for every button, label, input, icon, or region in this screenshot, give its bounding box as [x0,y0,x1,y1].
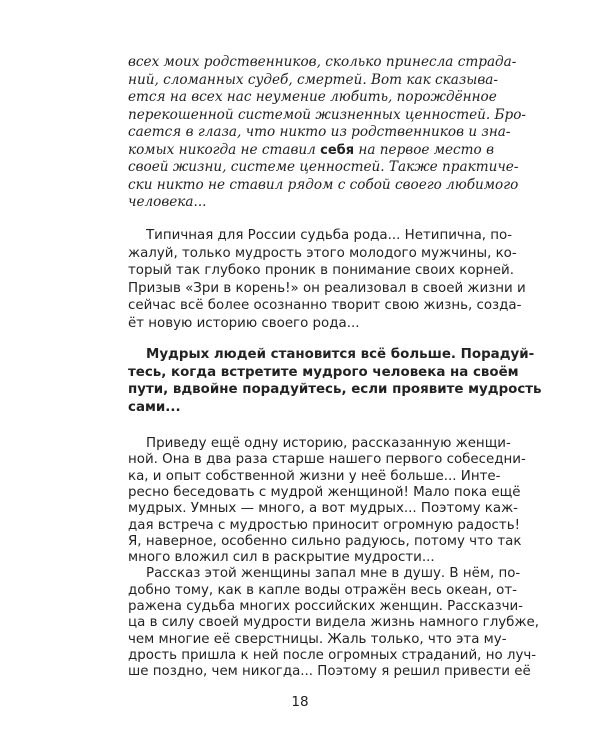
text-line: ца в силу своей мудрости видела жизнь намного глубже, [128,615,540,631]
text-line: чем многие её сверстницы. Жаль только, что эта му- [128,631,507,647]
text-line: ражена судьба многих российских женщин. Рассказчи- [128,599,524,614]
text-line: ресно беседовать с мудрой женщиной! Мало пока ещё [128,484,521,500]
text-line: ше поздно, чем никогда... Поэтому я решил привести её [128,664,531,680]
text-line: своей жизни, системе ценностей. Также практиче- [128,159,519,175]
text-line: сами... [128,399,181,415]
text-line: сейчас всё более осознанно творит свою жизнь, созда- [128,298,522,313]
text-line: ний, сломанных судеб, смертей. Вот как сказыва- [128,71,498,88]
emphasis-text: себя [320,142,355,158]
text-line [128,141,494,159]
text-line: ной. Она в два раза старше нашего первого собеседни- [128,452,526,468]
text-segment: на первое место в [354,141,494,158]
text-line: жалуй, только мудрость этого молодого мужчины, ко- [128,245,517,261]
text-line: ёт новую историю своего рода... [128,315,360,331]
text-line: ка, и опыт собственной жизни у неё больше... Инте- [128,468,501,484]
text-line: торый так глубоко проник в понимание своих корней. [128,263,515,278]
text-line: ется на всех нас неумение любить, порождённое [128,89,497,105]
text-line: тесь, когда встретите мудрого человека на своём [128,364,519,380]
text-line: пути, вдвойне порадуйтесь, если проявите мудрость [128,382,542,397]
text-line: дая встреча с мудростью приносит огромную радость! [128,517,520,533]
text-line: человека... [128,194,207,210]
text-line: ски никто не ставил рядом с собой своего любимого [128,176,519,193]
text-line: всех моих родственников, сколько принесла страда- [128,54,517,70]
page-number: 18 [291,694,309,710]
text-line: Мудрых людей становится всё больше. Порадуй- [146,347,535,362]
text-line: Приведу ещё одну историю, рассказанную женщи- [146,436,511,451]
text-line: Призыв «Зри в корень!» он реализовал в своей жизни и [128,280,526,296]
text-line: сается в глаза, что никто из родственников и зна- [128,124,511,140]
text-line: Рассказ этой женщины запал мне в душу. В нём, по- [146,566,521,582]
text-line: Я, наверное, особенно сильно радуюсь, потому что так [128,533,522,549]
text-line: добно тому, как в капле воды отражён весь океан, от- [128,582,517,598]
text-line: много вложил сил в раскрытие мудрости... [128,550,435,566]
text-segment: комых никогда не ставил [128,141,321,158]
text-line: мудрых. Умных — много, а вот мудрых... Поэтому каж- [128,501,518,517]
text-line: Типичная для России судьба рода... Нетипична, по- [146,228,513,243]
text-line: перекошенной системой жизненных ценностей. Бро- [128,106,527,123]
text-line: дрость пришла к ней после огромных страданий, но луч- [128,647,537,663]
